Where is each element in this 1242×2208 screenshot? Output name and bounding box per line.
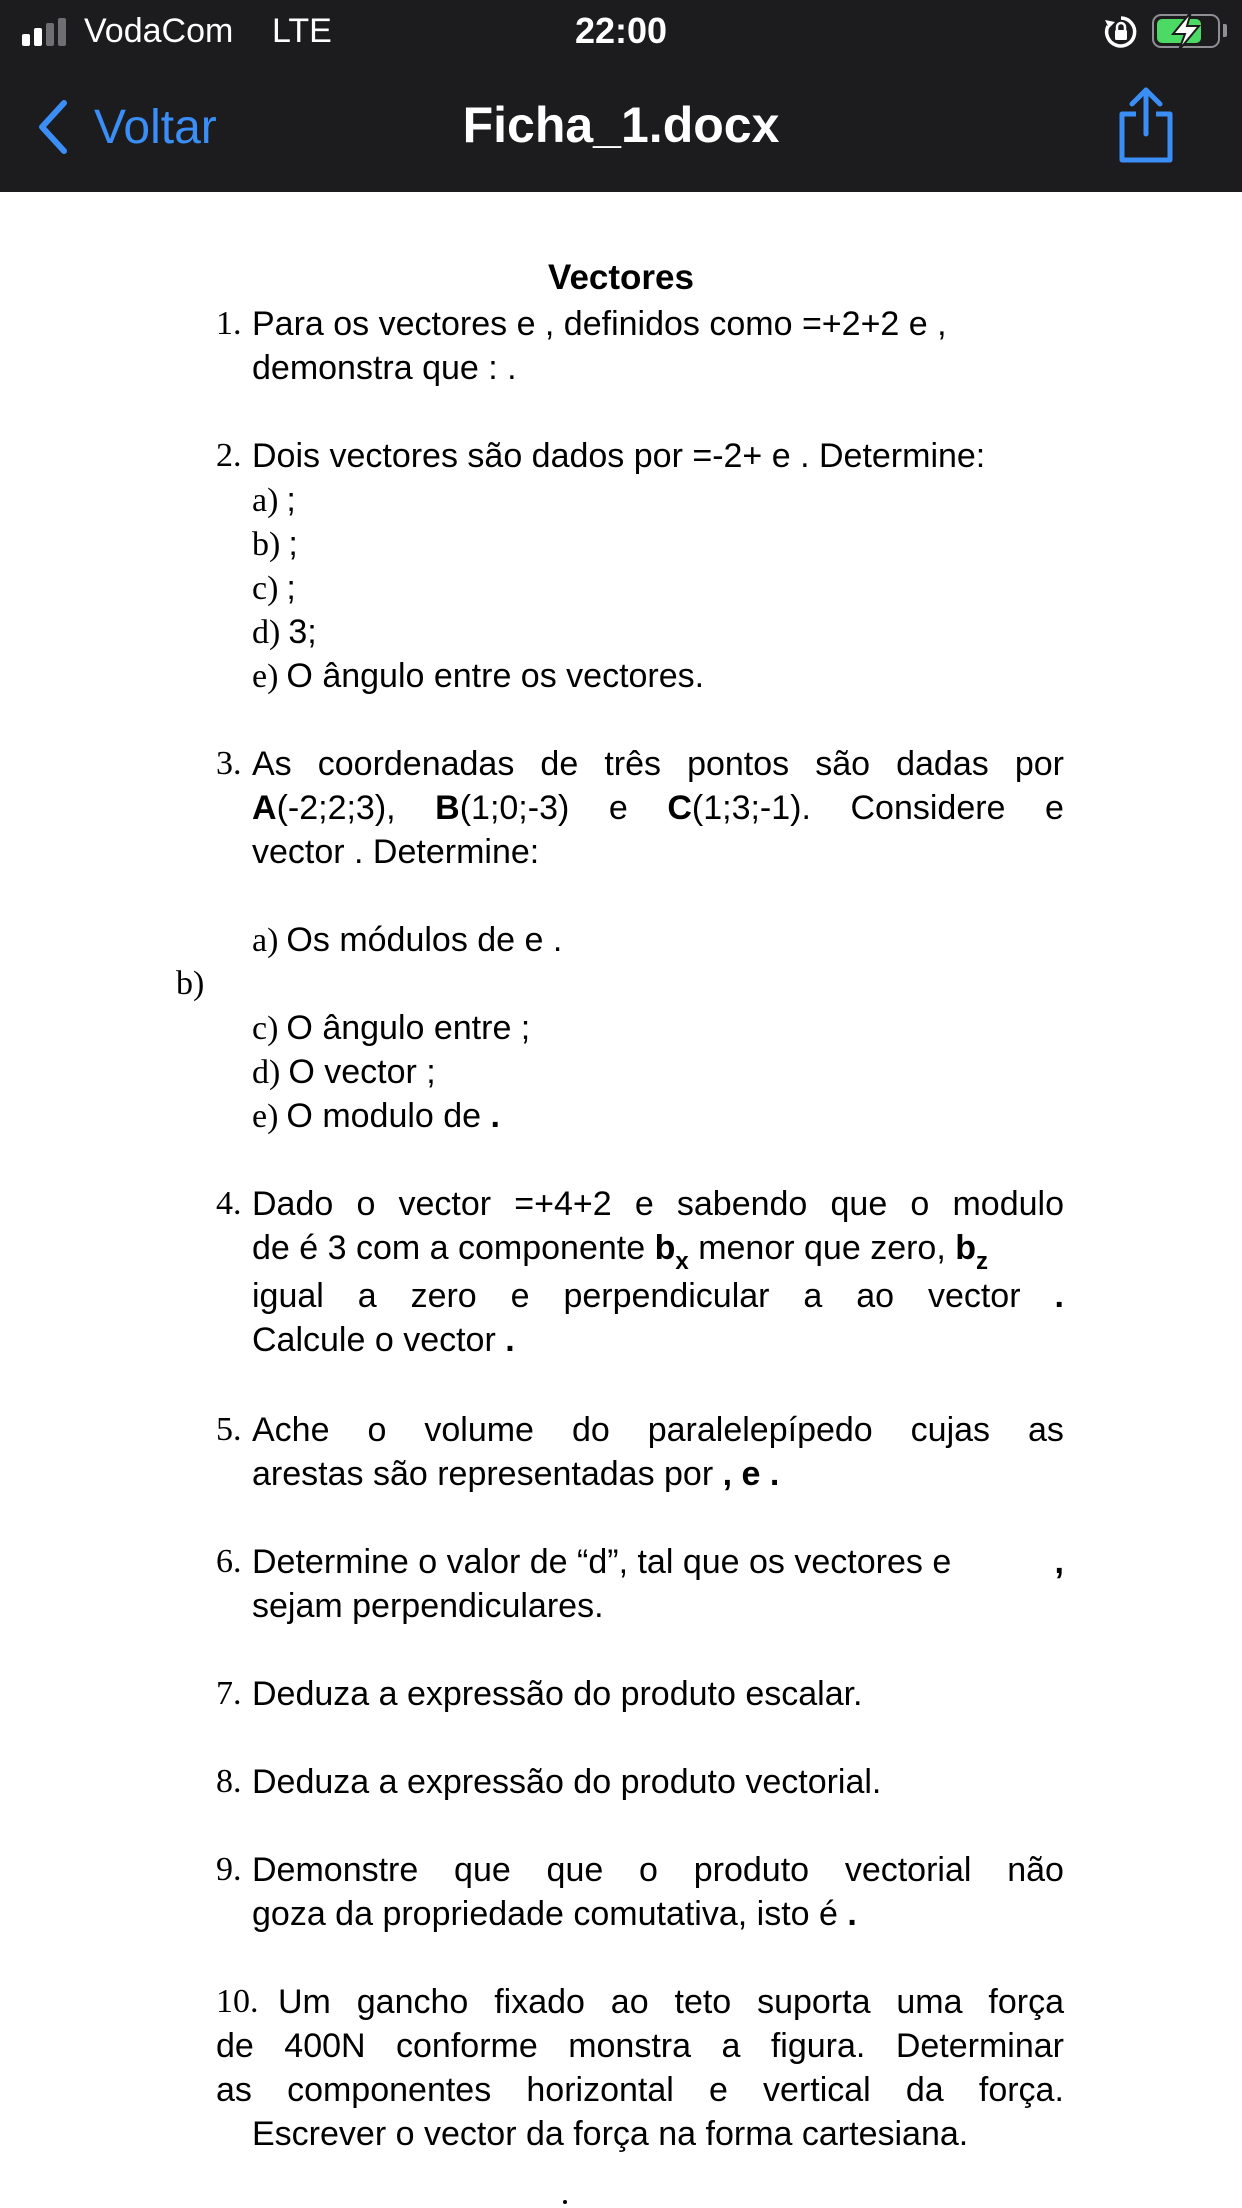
question-2-item-a [252,480,296,521]
question-4-line-2 [252,1228,989,1275]
question-3-line-1 [252,744,1064,784]
component-b: b [955,1229,977,1267]
word: paralelepípedo [647,1411,873,1449]
question-3-item-d [252,1052,436,1093]
word: Dado [252,1185,334,1223]
share-icon[interactable] [1114,84,1178,166]
document-page[interactable] [0,192,1242,2208]
network-type: LTE [272,12,332,50]
question-number: 2. [216,437,242,474]
text: goza da propriedade comutativa, isto é [252,1895,838,1933]
charging-bolt-icon [1163,10,1209,52]
question-10-line-1 [278,1982,1064,2022]
item-label: e) [252,1098,279,1135]
question-number: 6. [216,1543,242,1580]
word: do [571,1411,610,1449]
word: Ache [252,1411,330,1449]
item-text: ; [288,525,298,563]
question-number: 1. [216,305,242,342]
word: e [1045,789,1064,827]
item-text: ; [286,569,296,607]
question-number: 7. [216,1675,242,1712]
question-2-line-1: Dois vectores são dados por =-2+ e . Determine: [252,437,986,475]
word: Demonstre [252,1851,419,1889]
question-4-line-4 [252,1320,515,1360]
item-text: O ângulo entre ; [286,1009,531,1047]
question-2-item-c [252,568,296,609]
word: coordenadas [317,745,515,783]
word: As [252,745,292,783]
word: . [1054,1277,1064,1315]
battery-nub [1223,24,1227,37]
word: por [1014,745,1064,783]
item-text: 3; [288,613,317,651]
item-text: O vector ; [288,1053,436,1091]
word: e [708,2071,728,2109]
question-1-line-2: demonstra que : . [252,349,517,387]
item-text: O ângulo entre os vectores. [286,657,705,695]
question-9-line-2 [252,1894,857,1934]
question-number: 10. [216,1983,259,2020]
navigation-bar [0,64,1242,192]
word: figura. [770,2027,866,2065]
document-title: Ficha_1.docx [462,97,780,153]
question-3-item-e [252,1096,500,1137]
point-letter: B [435,789,460,827]
word: as [1028,1411,1064,1449]
question-10-line-3 [216,2070,1064,2110]
word: 400N [284,2027,366,2065]
question-5-line-2 [252,1454,779,1494]
status-bar [0,0,1242,64]
word: cujas [910,1411,991,1449]
word: de [216,2027,254,2065]
point-coords: (-2;2;3), [276,789,396,827]
word: pontos [687,745,790,783]
item-label: c) [252,1010,279,1047]
word: produto [693,1851,810,1889]
word: o [910,1185,930,1223]
question-number: 4. [216,1185,242,1222]
question-3-item-a [252,920,562,961]
question-5-line-1 [252,1410,1064,1450]
word: suporta [757,1983,871,2021]
word: as [216,2071,252,2109]
point-b [435,788,569,828]
rotation-lock-icon [1103,14,1139,50]
word: força [988,1983,1064,2021]
word: zero [410,1277,477,1315]
text: de é 3 com a componente [252,1229,646,1267]
item-text: ; [286,481,296,519]
text: Calcule o vector [252,1321,496,1359]
question-2-item-e [252,656,704,697]
point-c [667,788,811,828]
item-text-bold: . [490,1097,500,1135]
word: vectorial [844,1851,972,1889]
item-label: a) [252,922,279,959]
question-4-line-1 [252,1184,1064,1224]
word: o [367,1411,387,1449]
clock: 22:00 [574,10,668,51]
word: uma [896,1983,963,2021]
word: força. [978,2071,1064,2109]
point-letter: C [667,789,692,827]
word: não [1007,1851,1064,1889]
word: Um [278,1983,331,2021]
question-3-line-2 [252,788,1064,828]
question-4-line-3 [252,1276,1064,1316]
word: =+4+2 [514,1185,612,1223]
word: teto [674,1983,732,2021]
word: de [540,745,579,783]
question-3-item-b: b) [176,965,205,1002]
word: e [608,789,628,827]
text-bold: , [1054,1543,1064,1581]
word: três [604,745,661,783]
text: menor que zero, [698,1229,946,1267]
word: sabendo [676,1185,808,1223]
carrier-name: VodaCom [84,12,234,50]
question-6-line-2: sejam perpendiculares. [252,1587,604,1625]
question-number: 5. [216,1411,242,1448]
text: arestas são representadas por [252,1455,714,1493]
word: vector [927,1277,1021,1315]
item-label: b) [252,526,281,563]
back-button-label: Voltar [94,100,217,154]
item-label: e) [252,658,279,695]
item-label: c) [252,570,279,607]
word: horizontal [526,2071,674,2109]
word: e [510,1277,530,1315]
word: perpendicular [563,1277,770,1315]
question-2-item-b [252,524,298,565]
question-6-line-1 [252,1542,1064,1582]
question-10-line-4: Escrever o vector da força na forma cartesiana. [252,2115,969,2153]
item-label: d) [252,1054,281,1091]
word: que [546,1851,604,1889]
question-number: 3. [216,745,242,782]
document-heading: Vectores [548,258,694,297]
word: gancho [356,1983,469,2021]
word: ao [856,1277,895,1315]
word: modulo [952,1185,1064,1223]
item-text: O modulo de [286,1097,482,1135]
word: a [803,1277,823,1315]
word: que [830,1185,888,1223]
word: conforme [396,2027,538,2065]
word: vertical [763,2071,871,2109]
word: volume [424,1411,534,1449]
question-9-line-1 [252,1850,1064,1890]
word: monstra [568,2027,692,2065]
point-a [252,788,396,828]
word: Considere [850,789,1006,827]
component-b: b [654,1229,676,1267]
word: ao [610,1983,649,2021]
question-number: 8. [216,1763,242,1800]
point-coords: (1;0;-3) [459,789,570,827]
word: vector [398,1185,492,1223]
word: e [634,1185,654,1223]
item-label: a) [252,482,279,519]
word: o [639,1851,658,1889]
word: fixado [494,1983,585,2021]
word: a [357,1277,377,1315]
word: a [721,2027,741,2065]
text: Determine o valor de “d”, tal que os vectores e [252,1543,952,1581]
question-3-item-c [252,1008,530,1049]
word: Determinar [895,2027,1064,2065]
word: dadas [896,745,989,783]
question-7-line-1: Deduza a expressão do produto escalar. [252,1675,863,1713]
question-10-line-2 [216,2026,1064,2066]
word: da [905,2071,944,2109]
text-bold: . [837,1895,857,1933]
question-1-line-1: Para os vectores e , definidos como =+2+2 e , [252,305,947,343]
question-number: 9. [216,1851,242,1888]
point-letter: A [252,789,277,827]
word: que [454,1851,511,1889]
word: igual [252,1277,324,1315]
text-bold: . [505,1321,515,1359]
point-coords: (1;3;-1). [691,789,811,827]
question-3-line-3: vector . Determine: [252,833,540,871]
word: o [356,1185,376,1223]
item-text: Os módulos de e . [286,921,563,959]
subscript-z: z [976,1248,989,1275]
question-8-line-1: Deduza a expressão do produto vectorial. [252,1763,882,1801]
question-2-item-d [252,612,317,653]
subscript-x: x [675,1248,689,1275]
top-bar [0,0,1242,192]
item-label: d) [252,614,281,651]
page-mark [563,2200,567,2204]
word: componentes [287,2071,492,2109]
word: são [815,745,871,783]
text-bold: , e . [713,1455,780,1493]
